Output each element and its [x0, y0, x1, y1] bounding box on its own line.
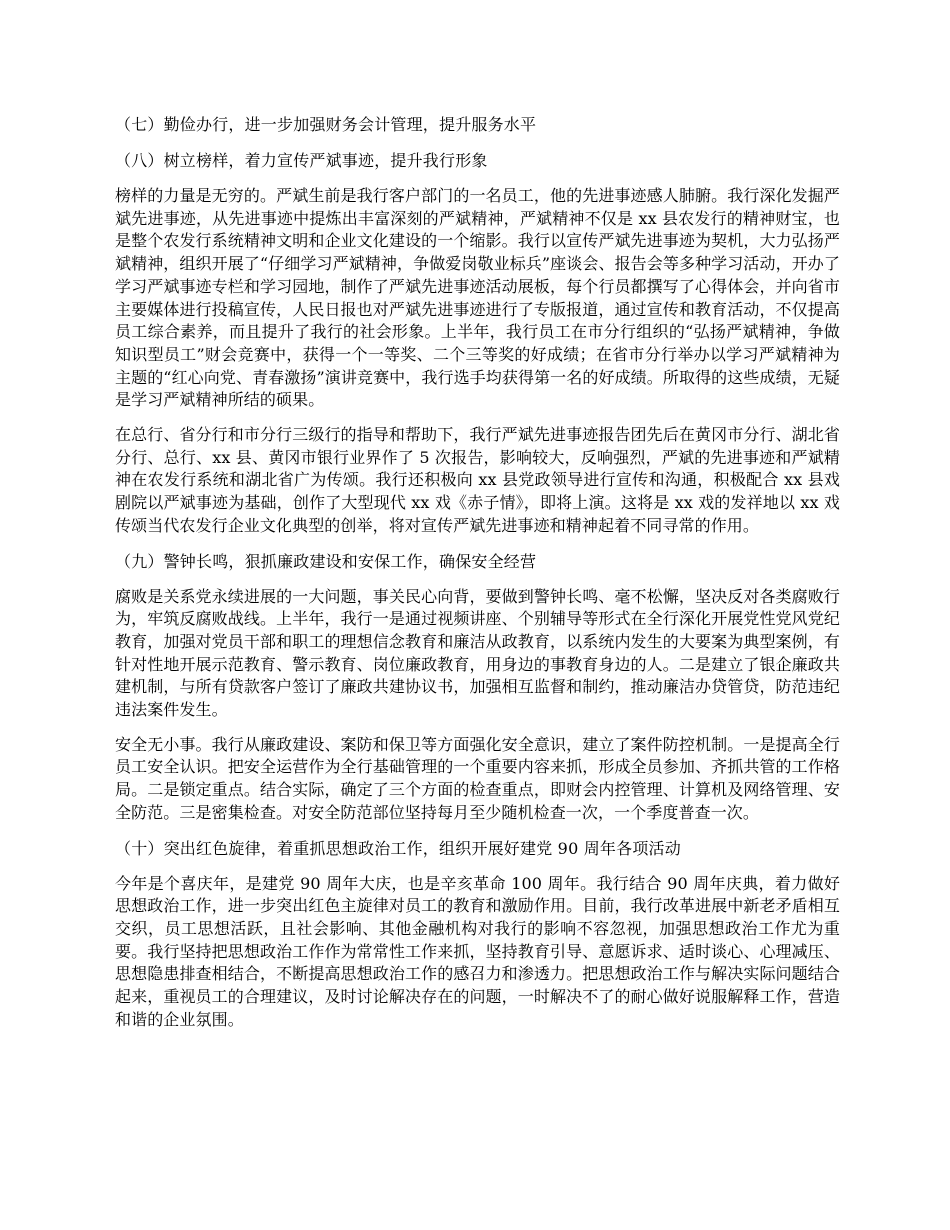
section-heading-10: （十）突出红色旋律，着重抓思想政治工作，组织开展好建党 90 周年各项活动	[115, 838, 681, 858]
paragraph-anti-corruption: 腐败是关系党永续进展的一大问题，事关民心向背，要做到警钟长鸣、毫不松懈，坚决反对各类腐败行为，牢筑反腐败战线。上半年，我行一是通过视频讲座、个别辅导等形式在全行深化开展党性党风党纪教育，加强对党员干部和职工的理想信念教育和廉洁从政教育，以系统内发生的大要案为典型案例，有针对性地开展示范教育、警示教育、岗位廉政教育，用身边的事教育身边的人。二是建立了银企廉政共建机制，与所有贷款客户签订了廉政共建协议书，加强相互监督和制约，推动廉洁办贷管贷，防范违纪违法案件发生。	[115, 586, 840, 720]
document-body	[115, 113, 840, 1044]
paragraph-political-work: 今年是个喜庆年，是建党 90 周年大庆，也是辛亥革命 100 周年。我行结合 90 周年庆典，着力做好思想政治工作，进一步突出红色主旋律对员工的教育和激励作用。目前，我行改革进展中新老矛盾相互交织，员工思想活跃，且社会影响、其他金融机构对我行的影响不容忽视，加强思想政治工作尤为重要。我行坚持把思想政治工作作为常常性工作来抓，坚持教育引导、意愿诉求、适时谈心、心理减压、思想隐患排查相结合，不断提高思想政治工作的感召力和渗透力。把思想政治工作与解决实际问题结合起来，重视员工的合理建议，及时讨论解决存在的问题，一时解决不了的耐心做好说服解释工作，营造和谐的企业氛围。	[115, 873, 840, 1029]
section-heading-9: （九）警钟长鸣，狠抓廉政建设和安保工作，确保安全经营	[115, 551, 537, 571]
paragraph-report-tour: 在总行、省分行和市分行三级行的指导和帮助下，我行严斌先进事迹报告团先后在黄冈市分行、湖北省分行、总行、xx 县、黄冈市银行业界作了 5 次报告，影响较大，反响强烈，严斌的先进事迹和严斌精神在农发行系统和湖北省广为传颂。我行还积极向 xx 县党政领导进行宣传和沟通，积极配合 xx 县戏剧院以严斌事迹为基础，创作了大型现代 xx 戏《赤子情》，即将上演。这将是 xx 戏的发祥地以 xx 戏传颂当代农发行企业文化典型的创举，将对宣传严斌先进事迹和精神起着不同寻常的作用。	[115, 425, 840, 535]
section-heading-7: （七）勤俭办行，进一步加强财务会计管理，提升服务水平	[115, 115, 537, 134]
section-heading-8: （八）树立榜样，着力宣传严斌事迹，提升我行形象	[115, 151, 488, 170]
paragraph-role-model: 榜样的力量是无穷的。严斌生前是我行客户部门的一名员工，他的先进事迹感人肺腑。我行深化发掘严斌先进事迹，从先进事迹中提炼出丰富深刻的严斌精神，严斌精神不仅是 xx 县农发行的精神财宝，也是整个农发行系统精神文明和企业文化建设的一个缩影。我行以宣传严斌先进事迹为契机，大力弘扬严斌精神，组织开展了“仔细学习严斌精神，争做爱岗敬业标兵”座谈会、报告会等多种学习活动，开办了学习严斌事迹专栏和学习园地，制作了严斌先进事迹活动展板，每个行员都撰写了心得体会，并向省市主要媒体进行投稿宣传，人民日报也对严斌先进事迹进行了专版报道，通过宣传和教育活动，不仅提高员工综合素养，而且提升了我行的社会形象。上半年，我行员工在市分行组织的“弘扬严斌精神，争做知识型员工”财会竞赛中，获得一个一等奖、二个三等奖的好成绩；在省市分行举办以学习严斌精神为主题的“红心向党、青春激扬”演讲竞赛中，我行选手均获得第一名的好成绩。所取得的这些成绩，无疑是学习严斌精神所结的硕果。	[115, 186, 840, 410]
paragraph-safety: 安全无小事。我行从廉政建设、案防和保卫等方面强化安全意识，建立了案件防控机制。一是提高全行员工安全认识。把安全运营作为全行基础管理的一个重要内容来抓，形成全员参加、齐抓共管的工作格局。二是锁定重点。结合实际，确定了三个方面的检查重点，即财会内控管理、计算机及网络管理、安全防范。三是密集检查。对安全防范部位坚持每月至少随机检查一次，一个季度普查一次。	[115, 734, 840, 822]
